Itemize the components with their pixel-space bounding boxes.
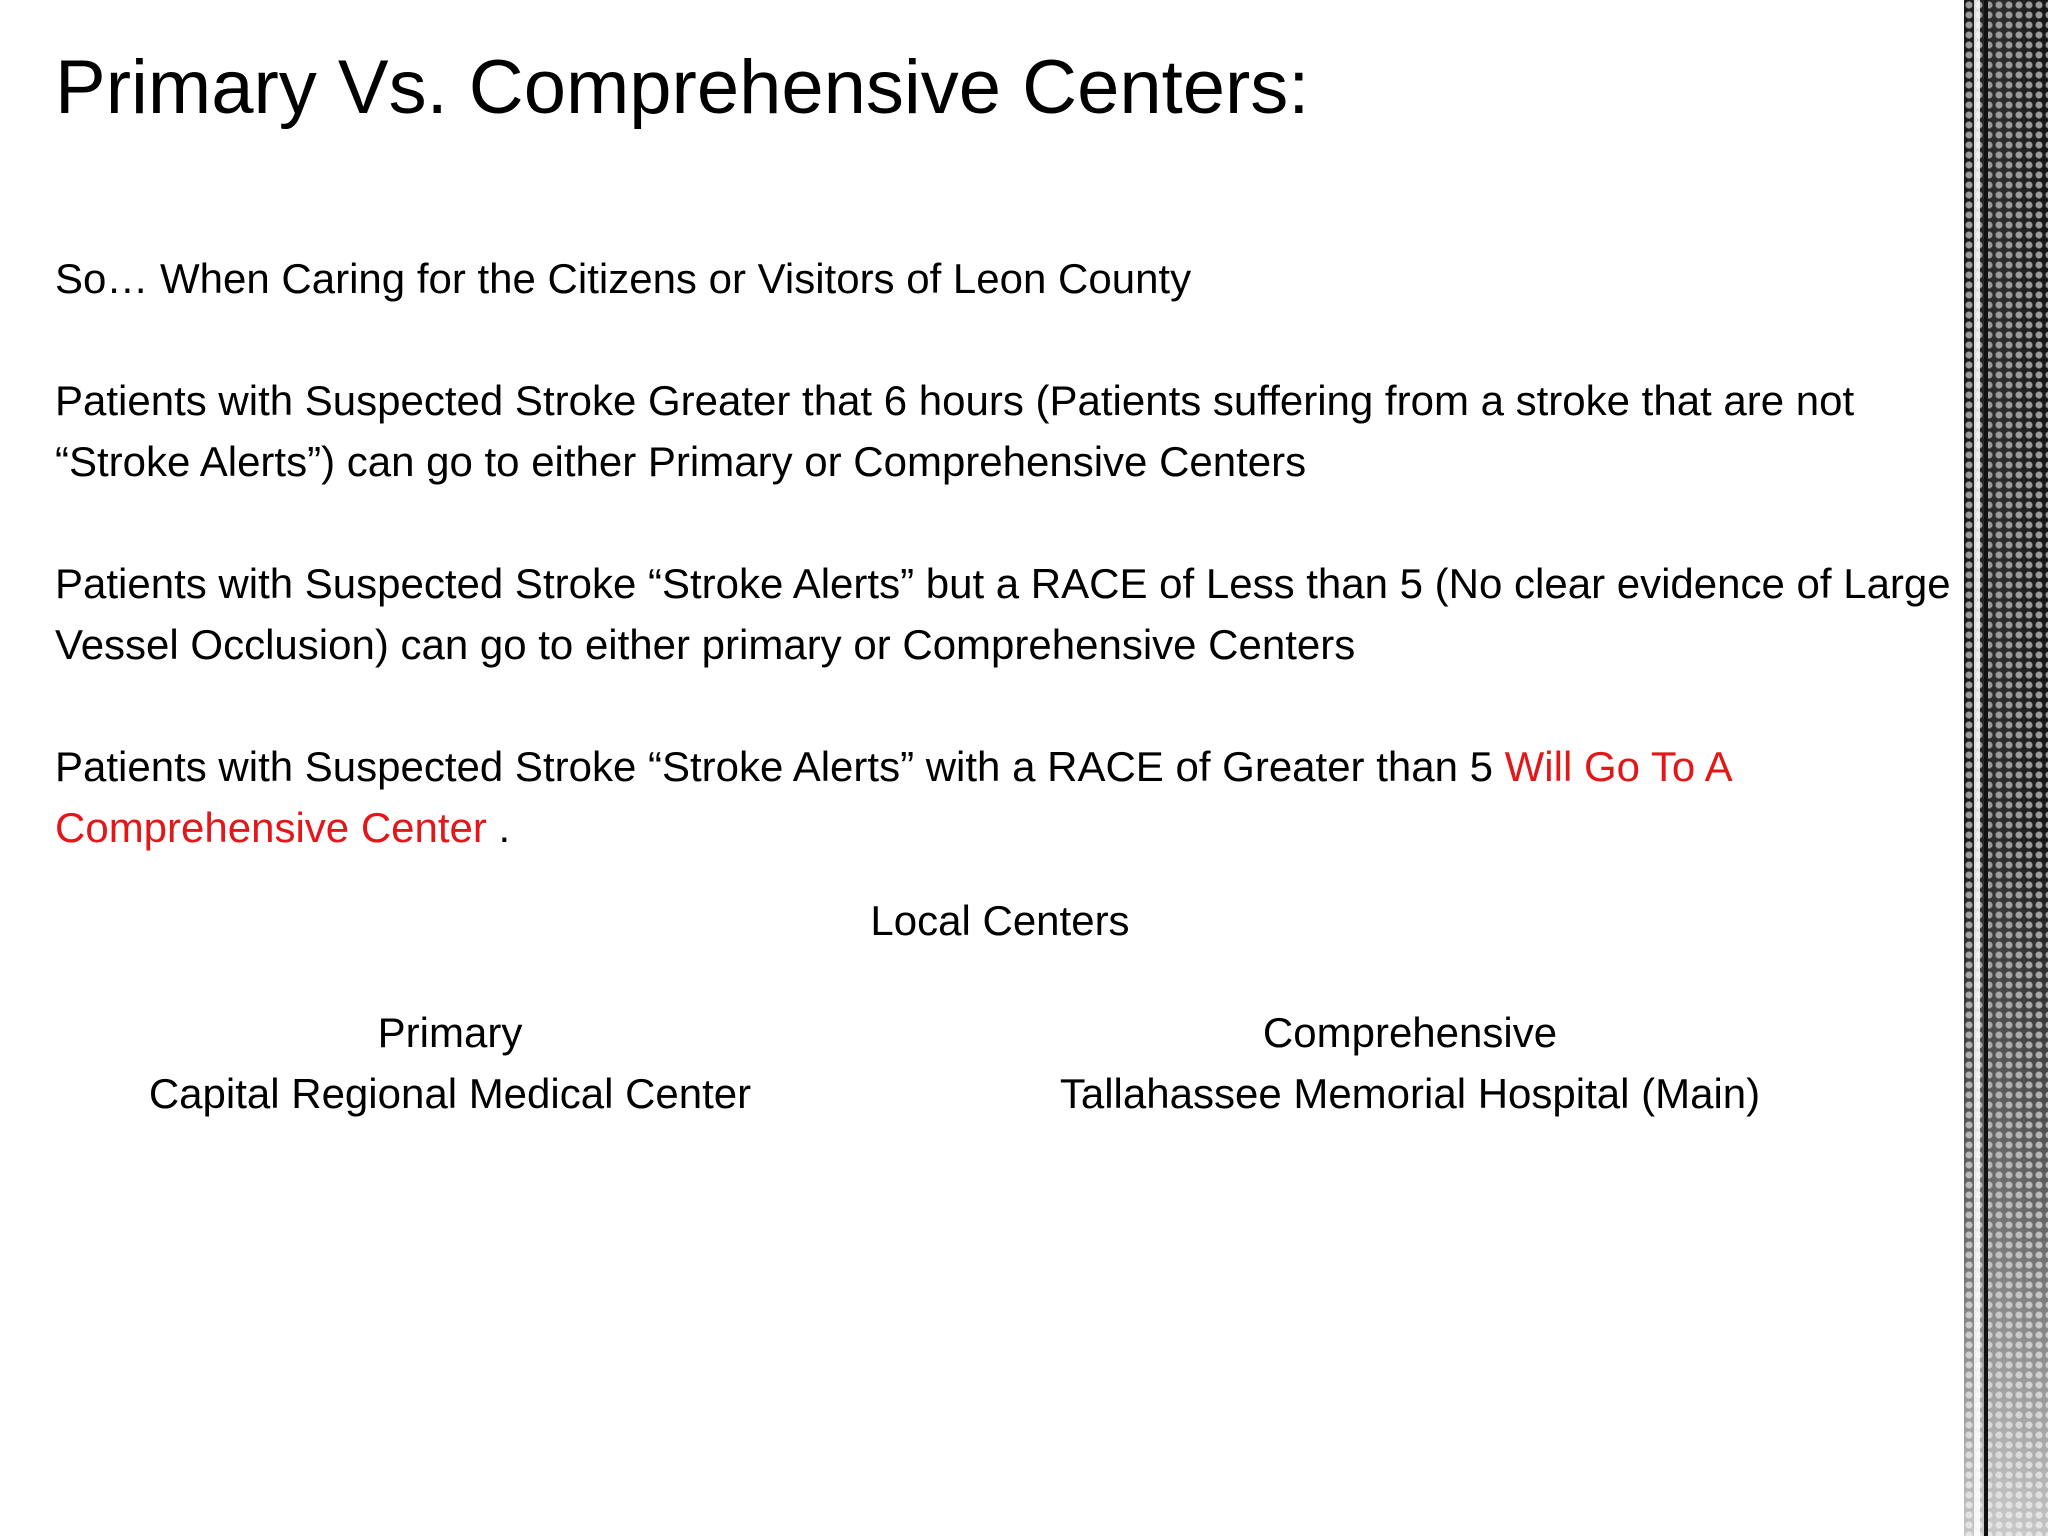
comprehensive-center-column <box>920 1002 1900 1124</box>
side-bar-line <box>1984 0 1988 1536</box>
comprehensive-center-highlight: Will Go To A Comprehensive Center <box>55 743 1731 851</box>
slide-body <box>55 248 1955 919</box>
comprehensive-hospital: Tallahassee Memorial Hospital (Main) <box>1059 1070 1761 1117</box>
paragraph-race-less-than-5: Patients with Suspected Stroke “Stroke Alerts” but a RACE of Less than 5 (No clear evidence of Large Vessel Occlusion) can go to either primary or Comprehensive Centers <box>55 560 1951 668</box>
paragraph-3-suffix: . <box>486 804 511 851</box>
comprehensive-label: Comprehensive <box>1262 1009 1558 1056</box>
paragraph-3-prefix: Patients with Suspected Stroke “Stroke Alerts” with a RACE of Greater than 5 <box>55 743 1505 790</box>
paragraph-greater-than-6-hours: Patients with Suspected Stroke Greater that 6 hours (Patients suffering from a stroke that are not “Stroke Alerts”) can go to either Primary or Comprehensive Centers <box>55 377 1855 485</box>
primary-center-column <box>60 1002 840 1124</box>
paragraph-race-greater-than-5 <box>55 736 1955 858</box>
local-centers-heading: Local Centers <box>870 897 1130 944</box>
slide-title: Primary Vs. Comprehensive Centers: <box>55 45 1310 130</box>
side-bar-edge <box>1974 0 1980 1536</box>
intro-text: So… When Caring for the Citizens or Visitors of Leon County <box>55 255 1192 302</box>
primary-hospital: Capital Regional Medical Center <box>148 1070 752 1117</box>
primary-label: Primary <box>377 1009 523 1056</box>
